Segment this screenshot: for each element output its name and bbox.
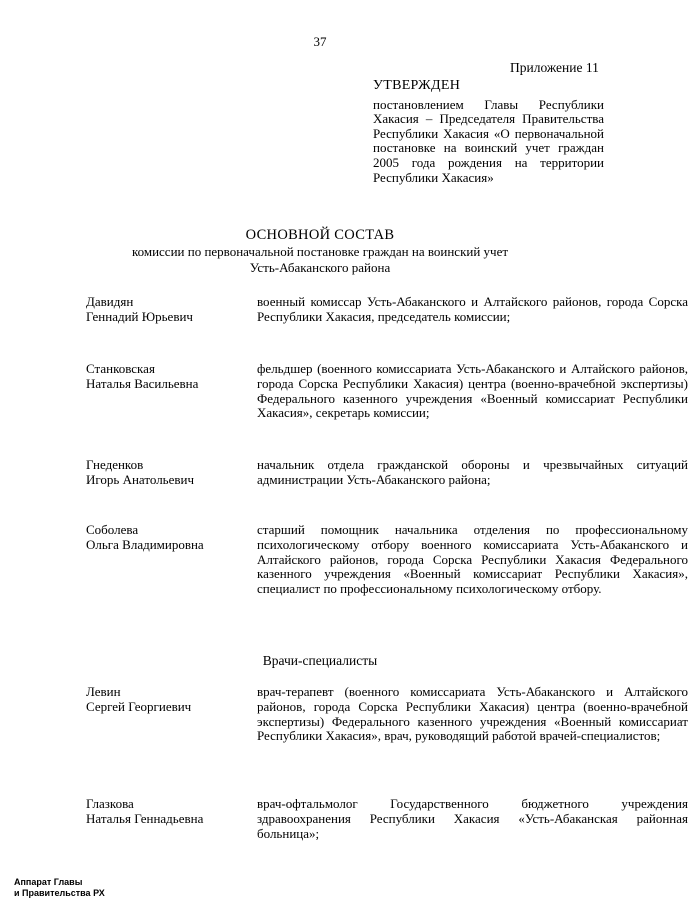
member-name: [86, 523, 246, 553]
doctor-surname: Левин: [86, 684, 121, 699]
member-surname: Соболева: [86, 522, 139, 537]
doctor-given-names: Наталья Геннадьевна: [86, 810, 204, 826]
approval-text: постановлением Главы Республики Хакасия – Председателя Правительства Республики Хакасия «О первоначальной постановке на воинский учет граждан 2005 года рождения на территории Республики Хакасия»: [373, 96, 604, 185]
document-heading: [0, 226, 640, 276]
member-given-names: Ольга Владимировна: [86, 536, 204, 552]
appendix-label: Приложение 11: [510, 60, 599, 75]
page-number: 37: [313, 34, 327, 49]
approval-title: УТВЕРЖДЕН: [373, 78, 461, 93]
member-surname: Гнеденков: [86, 457, 144, 472]
footer-line-1: Аппарат Главы: [14, 877, 83, 887]
member-given-names: Наталья Васильевна: [86, 375, 199, 391]
member-name: [86, 362, 246, 392]
member-name: [86, 458, 246, 488]
heading-line-2: Усть-Абаканского района: [249, 260, 391, 275]
doctor-surname: Глазкова: [86, 796, 134, 811]
doctor-given-names: Сергей Георгиевич: [86, 698, 192, 714]
heading-line-1: комиссии по первоначальной постановке граждан на воинский учет: [131, 244, 509, 259]
member-role: фельдшер (военного комиссариата Усть-Абаканского и Алтайского районов, города Сорска Республики Хакасия) центра (военно-врачебной экспертизы) Федерального казенного учреждения «Военный комиссариат Республики Хакасия», секретарь комиссии;: [257, 361, 688, 421]
footer-line-2: и Правительства РХ: [14, 888, 105, 898]
doctor-role: врач-офтальмолог Государственного бюджетного учреждения здравоохранения Республики Хакасия «Усть-Абаканская районная больница»;: [257, 796, 688, 841]
member-surname: Давидян: [86, 294, 134, 309]
doctor-name: [86, 685, 246, 715]
member-given-names: Игорь Анатольевич: [86, 471, 195, 487]
doctor-role: врач-терапевт (военного комиссариата Усть-Абаканского и Алтайского районов, города Сорска Республики Хакасия) центра (военно-врачебной экспертизы) Федерального казенного учреждения «Военный комиссариат Республики Хакасия», врач, руководящий работой врачей-специалистов;: [257, 684, 688, 744]
footer-stamp: [14, 877, 105, 899]
heading-title: ОСНОВНОЙ СОСТАВ: [245, 227, 395, 243]
section-title: Врачи-специалисты: [262, 653, 378, 668]
member-role: начальник отдела гражданской обороны и чрезвычайных ситуаций администрации Усть-Абаканского района;: [257, 457, 688, 487]
member-name: [86, 295, 246, 325]
member-role: старший помощник начальника отделения по профессиональному психологическому отбору военного комиссариата Усть-Абаканского и Алтайского районов, города Сорска Республики Хакасия Федерального казенного учреждения «Военный комиссариат Республики Хакасия», специалист по профессиональному психологическому отбору.: [257, 522, 688, 597]
doctor-name: [86, 797, 246, 827]
member-role: военный комиссар Усть-Абаканского и Алтайского районов, города Сорска Республики Хакасия, председатель комиссии;: [257, 294, 688, 324]
member-given-names: Геннадий Юрьевич: [86, 308, 193, 324]
approval-block: [373, 79, 604, 185]
member-surname: Станковская: [86, 361, 155, 376]
